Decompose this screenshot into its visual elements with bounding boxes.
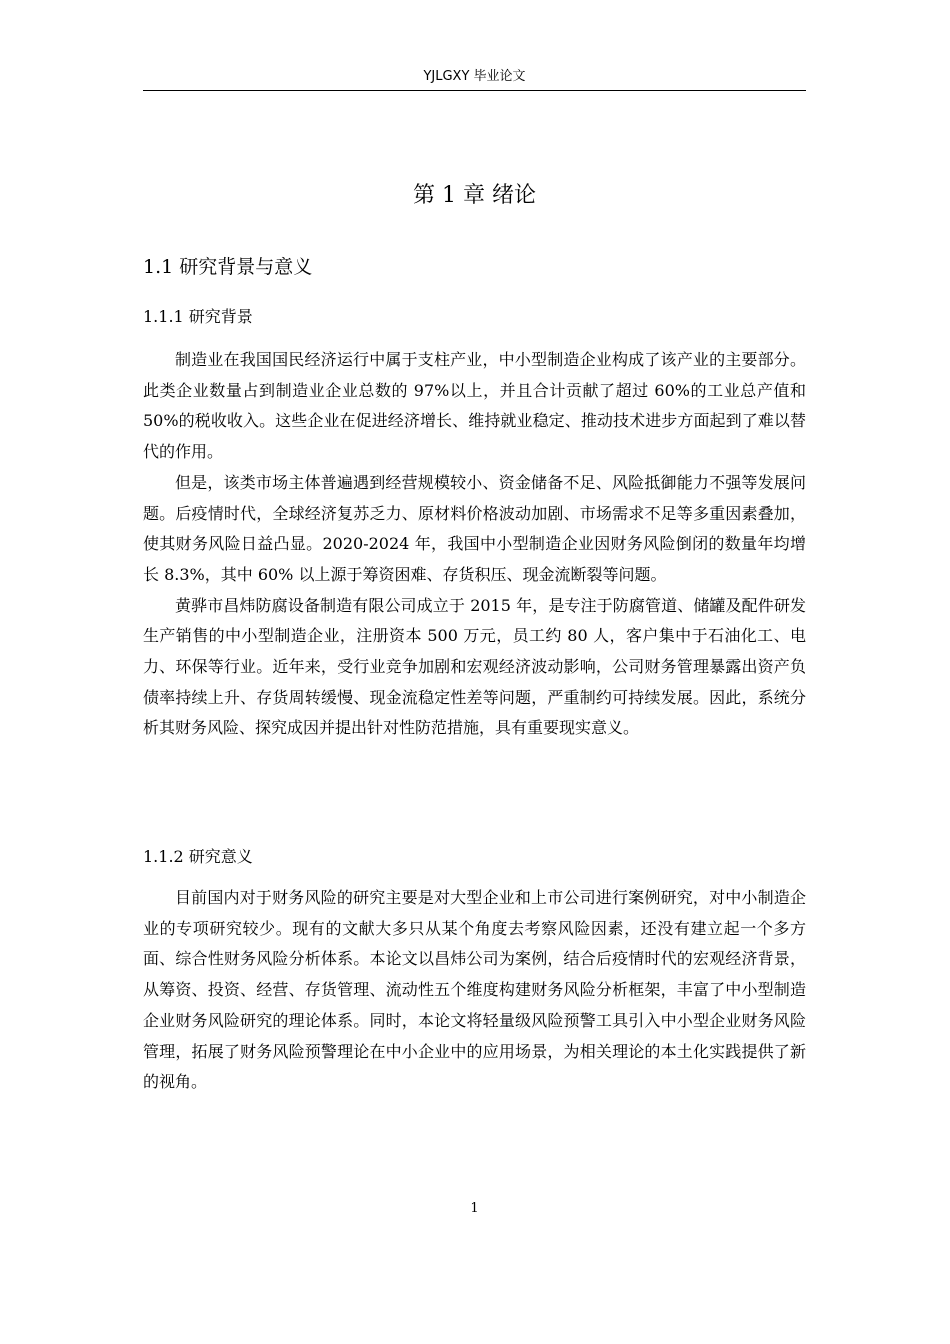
chapter-title: 第 1 章 绪论 xyxy=(413,183,536,208)
section-title: 1.1 研究背景与意义 xyxy=(143,256,313,278)
body-paragraph: 制造业在我国国民经济运行中属于支柱产业，中小型制造企业构成了该产业的主要部分。此类企业数量占到制造业企业总数的 97%以上，并且合计贡献了超过 60%的工业总产值和 50%的税收收入。这些企业在促进经济增长、维持就业稳定、推动技术进步方面起到了难以替代的作用。 xyxy=(143,350,806,462)
significance-body xyxy=(143,883,806,1098)
running-header: YJLGXY 毕业论文 xyxy=(423,69,526,84)
page-number: 1 xyxy=(470,1201,479,1216)
body-paragraph: 黄骅市昌炜防腐设备制造有限公司成立于 2015 年，是专注于防腐管道、储罐及配件研发生产销售的中小型制造企业，注册资本 500 万元，员工约 80 人，客户集中于石油化工、电力、环保等行业。近年来，受行业竞争加剧和宏观经济波动影响，公司财务管理暴露出资产负债率持续上升、存货周转缓慢、现金流稳定性差等问题，严重制约可持续发展。因此，系统分析其财务风险、探究成因并提出针对性防范措施，具有重要现实意义。 xyxy=(143,595,806,738)
subsection-title-significance: 1.1.2 研究意义 xyxy=(143,847,253,866)
body-paragraph: 但是，该类市场主体普遍遇到经营规模较小、资金储备不足、风险抵御能力不强等发展问题。后疫情时代，全球经济复苏乏力、原材料价格波动加剧、市场需求不足等多重因素叠加，使其财务风险日益凸显。2020-2024 年，我国中小型制造企业因财务风险倒闭的数量年均增长 8.3%，其中 60% 以上源于筹资困难、存货积压、现金流断裂等问题。 xyxy=(143,472,806,584)
body-paragraph: 目前国内对于财务风险的研究主要是对大型企业和上市公司进行案例研究，对中小制造企业的专项研究较少。现有的文献大多只从某个角度去考察风险因素，还没有建立起一个多方面、综合性财务风险分析体系。本论文以昌炜公司为案例，结合后疫情时代的宏观经济背景，从筹资、投资、经营、存货管理、流动性五个维度构建财务风险分析框架，丰富了中小型制造企业财务风险研究的理论体系。同时，本论文将轻量级风险预警工具引入中小型企业财务风险管理，拓展了财务风险预警理论在中小企业中的应用场景，为相关理论的本土化实践提供了新的视角。 xyxy=(143,888,806,1092)
subsection-title-background: 1.1.1 研究背景 xyxy=(143,307,253,326)
background-body xyxy=(143,345,806,744)
header-divider xyxy=(143,90,806,91)
